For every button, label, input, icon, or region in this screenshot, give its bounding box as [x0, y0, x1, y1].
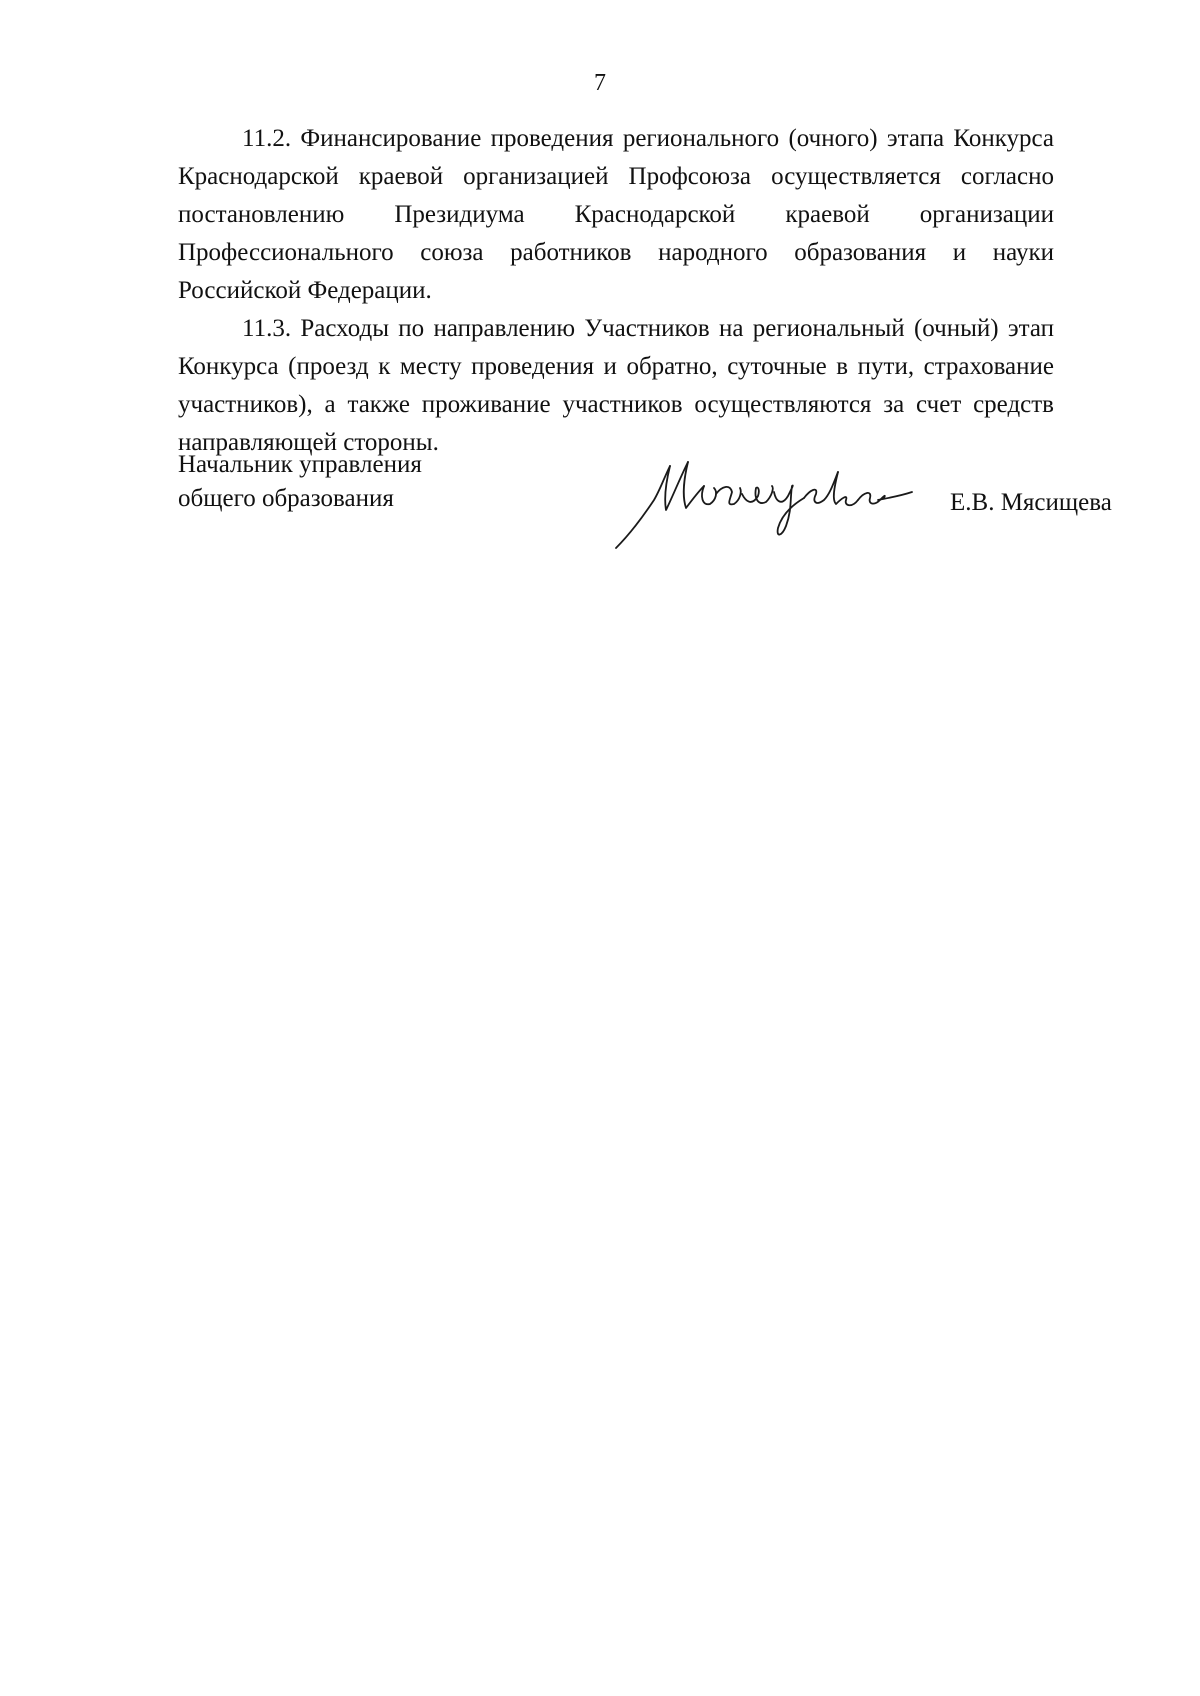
paragraph-11-2: 11.2. Финансирование проведения регионального (очного) этапа Конкурса Краснодарской краевой организацией Профсоюза осуществляется согласно постановлению Президиума Краснодарской краевой организации Профессионального союза работников народного образования и науки Российской Федерации.	[178, 125, 1054, 304]
signer-position-line-1: Начальник управления	[178, 451, 422, 478]
signature-block	[178, 448, 1112, 568]
handwritten-signature	[608, 448, 918, 558]
signer-name: Е.В. Мясищева	[950, 489, 1112, 516]
page-number: 7	[594, 70, 606, 96]
paragraph-11-3: 11.3. Расходы по направлению Участников на региональный (очный) этап Конкурса (проезд к месту проведения и обратно, суточные в пути, страхование участников), а также проживание участников осуществляются за счет средств направляющей стороны.	[178, 315, 1054, 456]
signer-position-line-2: общего образования	[178, 485, 394, 512]
document-body	[178, 120, 1054, 462]
signer-position	[178, 448, 422, 516]
